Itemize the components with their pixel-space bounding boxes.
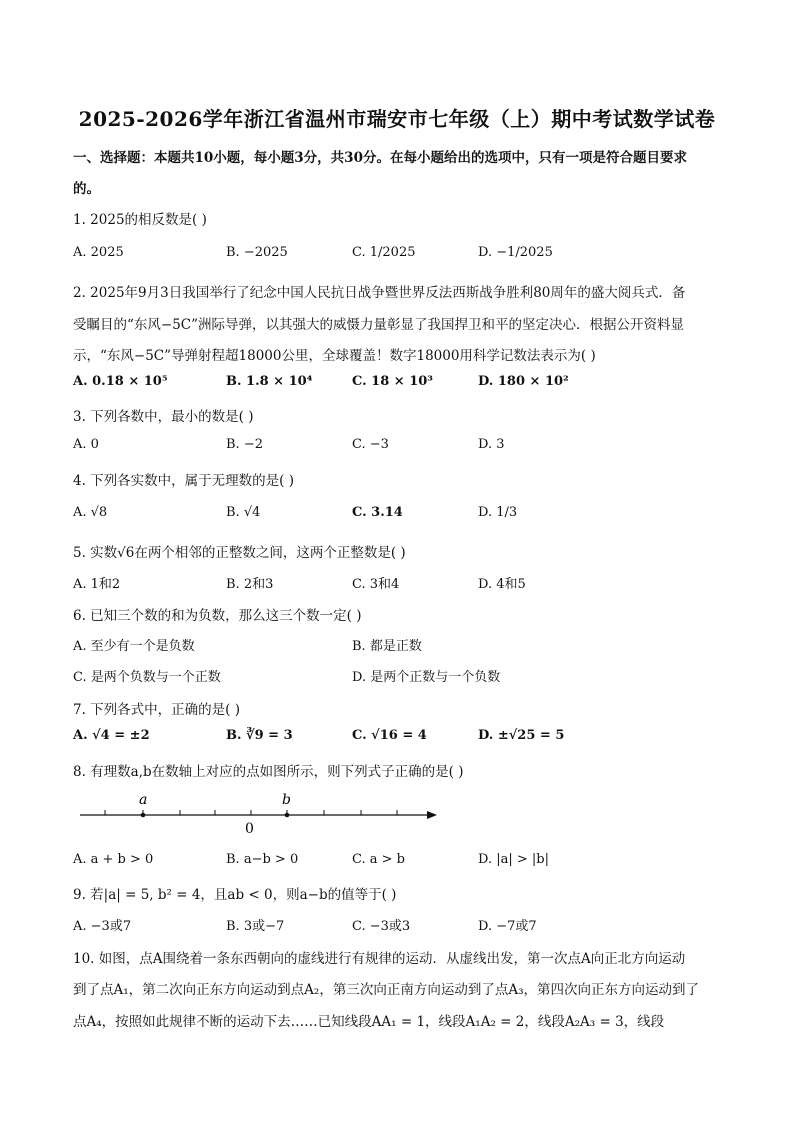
question-1-option-b: B. −2025 [226,245,288,260]
question-2-stem-line-2: 受瞩目的“东风−5C”洲际导弹，以其强大的威慑力量彰显了我国捍卫和平的坚定决心．根据公开资料显 [73,317,685,333]
question-9-option-a: A. −3或7 [73,919,132,934]
question-9-option-c: C. −3或3 [352,919,411,934]
question-8-stem: 8. 有理数a,b在数轴上对应的点如图所示，则下列式子正确的是( ) [73,764,464,780]
question-7-option-c: C. √16 = 4 [352,728,427,743]
question-5-option-b: B. 2和3 [226,577,274,592]
question-9-option-b: B. 3或−7 [226,919,285,934]
question-6-option-c: C. 是两个负数与一个正数 [73,670,221,685]
question-10-stem-line-3: 点A₄，按照如此规律不断的运动下去……已知线段AA₁ = 1，线段A₁A₂ = 2，线段A₂A₃ = 3，线段 [73,1014,665,1030]
question-7-option-a: A. √4 = ±2 [73,728,150,743]
point-b-label: b [282,792,291,808]
question-2-option-b: B. 1.8 × 10⁴ [226,374,313,389]
question-4-option-d: D. 1/3 [478,505,518,520]
question-3-stem: 3. 下列各数中，最小的数是( ) [73,409,254,425]
question-3-option-d: D. 3 [478,437,505,452]
question-8-option-d: D. |a| > |b| [478,852,549,867]
question-3-option-a: A. 0 [73,437,99,452]
question-1-stem: 1. 2025的相反数是( ) [73,212,207,228]
question-4-option-a: A. √8 [73,505,108,520]
question-5-stem: 5. 实数√6在两个相邻的正整数之间，这两个正整数是( ) [73,545,406,561]
zero-label: 0 [245,821,254,837]
question-2-option-c: C. 18 × 10³ [352,374,433,389]
question-6-option-b: B. 都是正数 [352,639,422,654]
question-8-option-c: C. a > b [352,852,405,867]
section-instructions: 一、选择题：本题共10小题，每小题3分，共30分。在每小题给出的选项中，只有一项是符合题目要求 [73,150,687,166]
number-line-arrow [427,811,437,819]
question-6-stem: 6. 已知三个数的和为负数，那么这三个数一定( ) [73,608,362,624]
question-4-option-b: B. √4 [226,505,261,520]
question-10-stem-line-2: 到了点A₁，第二次向正东方向运动到点A₂，第三次向正南方向运动到了点A₃，第四次向正东方向运动到了 [73,982,699,998]
question-6-option-d: D. 是两个正数与一个负数 [352,670,501,685]
question-6-option-a: A. 至少有一个是负数 [73,639,195,654]
question-4-stem: 4. 下列各实数中，属于无理数的是( ) [73,473,294,489]
number-line-figure [75,790,445,840]
question-7-option-b: B. ∛9 = 3 [226,728,293,743]
question-1-option-d: D. −1/2025 [478,245,553,260]
question-1-option-a: A. 2025 [73,245,124,260]
question-2-option-a: A. 0.18 × 10⁵ [73,374,168,389]
point-a-label: a [139,792,148,808]
question-2-option-d: D. 180 × 10² [478,374,569,389]
question-8-option-a: A. a + b > 0 [73,852,154,867]
question-2-stem-line-3: 示，“东风−5C”导弹射程超18000公里，全球覆盖！数字18000用科学记数法表示为( ) [73,348,596,364]
question-2-stem-line-1: 2. 2025年9月3日我国举行了纪念中国人民抗日战争暨世界反法西斯战争胜利80周年的盛大阅兵式．备 [73,285,686,301]
question-4-option-c: C. 3.14 [352,505,403,520]
question-3-option-b: B. −2 [226,437,263,452]
point-b [285,813,290,818]
question-5-option-a: A. 1和2 [73,577,121,592]
question-3-option-c: C. −3 [352,437,389,452]
question-9-stem: 9. 若|a| = 5, b² = 4，且ab < 0，则a−b的值等于( ) [73,887,397,903]
section-instructions-cont: 的。 [73,181,100,197]
question-5-option-c: C. 3和4 [352,577,400,592]
point-a [141,813,146,818]
question-7-stem: 7. 下列各式中，正确的是( ) [73,702,240,718]
number-line-ticks [105,810,397,815]
question-10-stem-line-1: 10. 如图，点A围绕着一条东西朝向的虚线进行有规律的运动．从虚线出发，第一次点A向正北方向运动 [73,951,686,967]
question-9-option-d: D. −7或7 [478,919,537,934]
exam-title: 2025-2026学年浙江省温州市瑞安市七年级（上）期中考试数学试卷 [78,107,716,131]
question-8-option-b: B. a−b > 0 [226,852,299,867]
question-5-option-d: D. 4和5 [478,577,526,592]
question-1-option-c: C. 1/2025 [352,245,416,260]
question-7-option-d: D. ±√25 = 5 [478,728,565,743]
